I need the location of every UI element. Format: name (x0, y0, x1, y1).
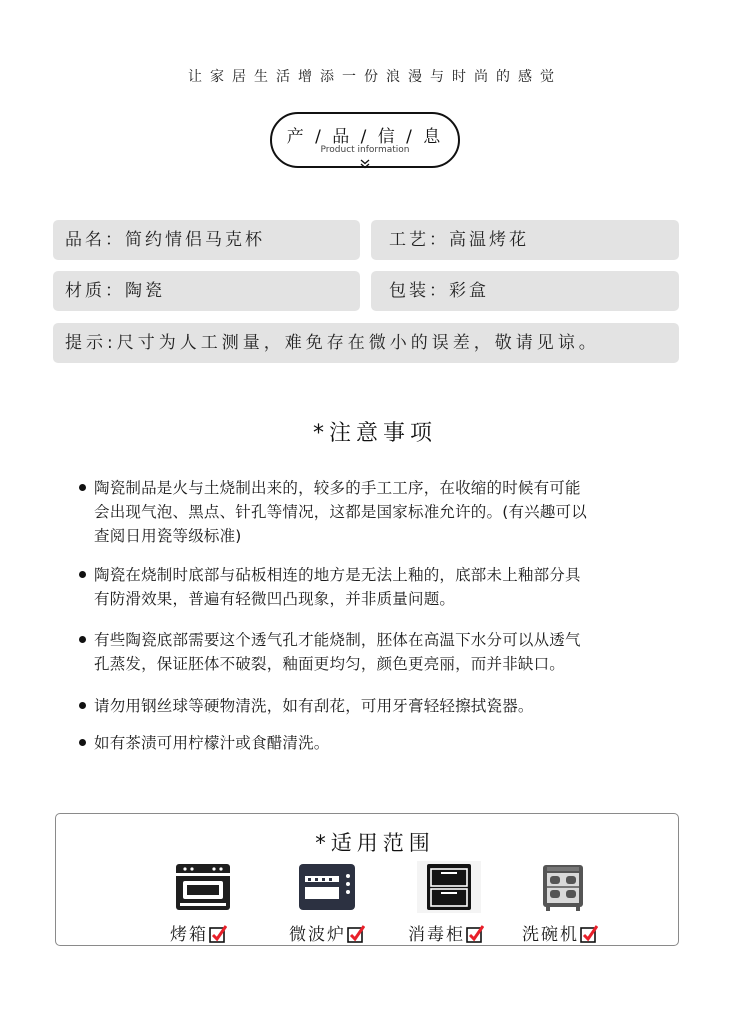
checkmark-icon (209, 925, 227, 948)
notes-title: *注意事项 (312, 421, 437, 446)
bullet-dot (79, 636, 86, 643)
slogan: 让家居生活增添一份浪漫与时尚的感觉 (188, 69, 562, 85)
bullet-dot (79, 702, 86, 709)
note-item: 陶瓷制品是火与土烧制出来的，较多的手工工序，在收缩的时候有可能 会出现气泡、黑点、针孔等情况，这都是国家标准允许的。(有兴趣可以 查阅日用瓷等级标准) (94, 479, 587, 545)
product-material: 材质：陶瓷 (53, 271, 360, 311)
bullet-dot (79, 571, 86, 578)
microwave-icon (298, 863, 356, 915)
checkmark-icon (580, 925, 598, 948)
sterilizer-cabinet-icon (417, 861, 481, 917)
checkmark-icon (466, 925, 484, 948)
badge-subtitle: Product information (320, 145, 410, 155)
oven-icon (175, 863, 231, 915)
product-name: 品名：简约情侣马克杯 (53, 220, 360, 260)
note-item: 陶瓷在烧制时底部与砧板相连的地方是无法上釉的，底部未上釉部分具 有防滑效果，普遍有轻微凹凸现象，并非质量问题。 (94, 566, 581, 608)
note-item: 请勿用钢丝球等硬物清洗，如有刮花，可用牙膏轻轻擦拭瓷器。 (94, 697, 534, 715)
product-craft: 工艺：高温烤花 (371, 220, 679, 260)
product-package: 包装：彩盒 (371, 271, 679, 311)
bullet-dot (79, 484, 86, 491)
appliance-oven: 烤箱 (170, 920, 227, 948)
appliance-sterilizer: 消毒柜 (408, 920, 484, 948)
badge-title: 产 / 品 / 信 / 息 (286, 127, 444, 147)
appliance-dishwasher: 洗碗机 (522, 920, 598, 948)
note-item: 有些陶瓷底部需要这个透气孔才能烧制，胚体在高温下水分可以从透气 孔蒸发，保证胚体不破裂，釉面更均匀，颜色更亮丽，而并非缺口。 (94, 631, 581, 673)
checkmark-icon (347, 925, 365, 948)
double-chevron-down-icon (272, 155, 458, 174)
product-info-badge (270, 112, 460, 168)
scope-title: *适用范围 (315, 831, 435, 855)
measurement-tip: 提示:尺寸为人工测量，难免存在微小的误差，敬请见谅。 (53, 323, 679, 363)
dishwasher-icon (540, 864, 586, 916)
appliance-microwave: 微波炉 (289, 920, 365, 948)
bullet-dot (79, 739, 86, 746)
note-item: 如有茶渍可用柠檬汁或食醋清洗。 (94, 734, 330, 752)
